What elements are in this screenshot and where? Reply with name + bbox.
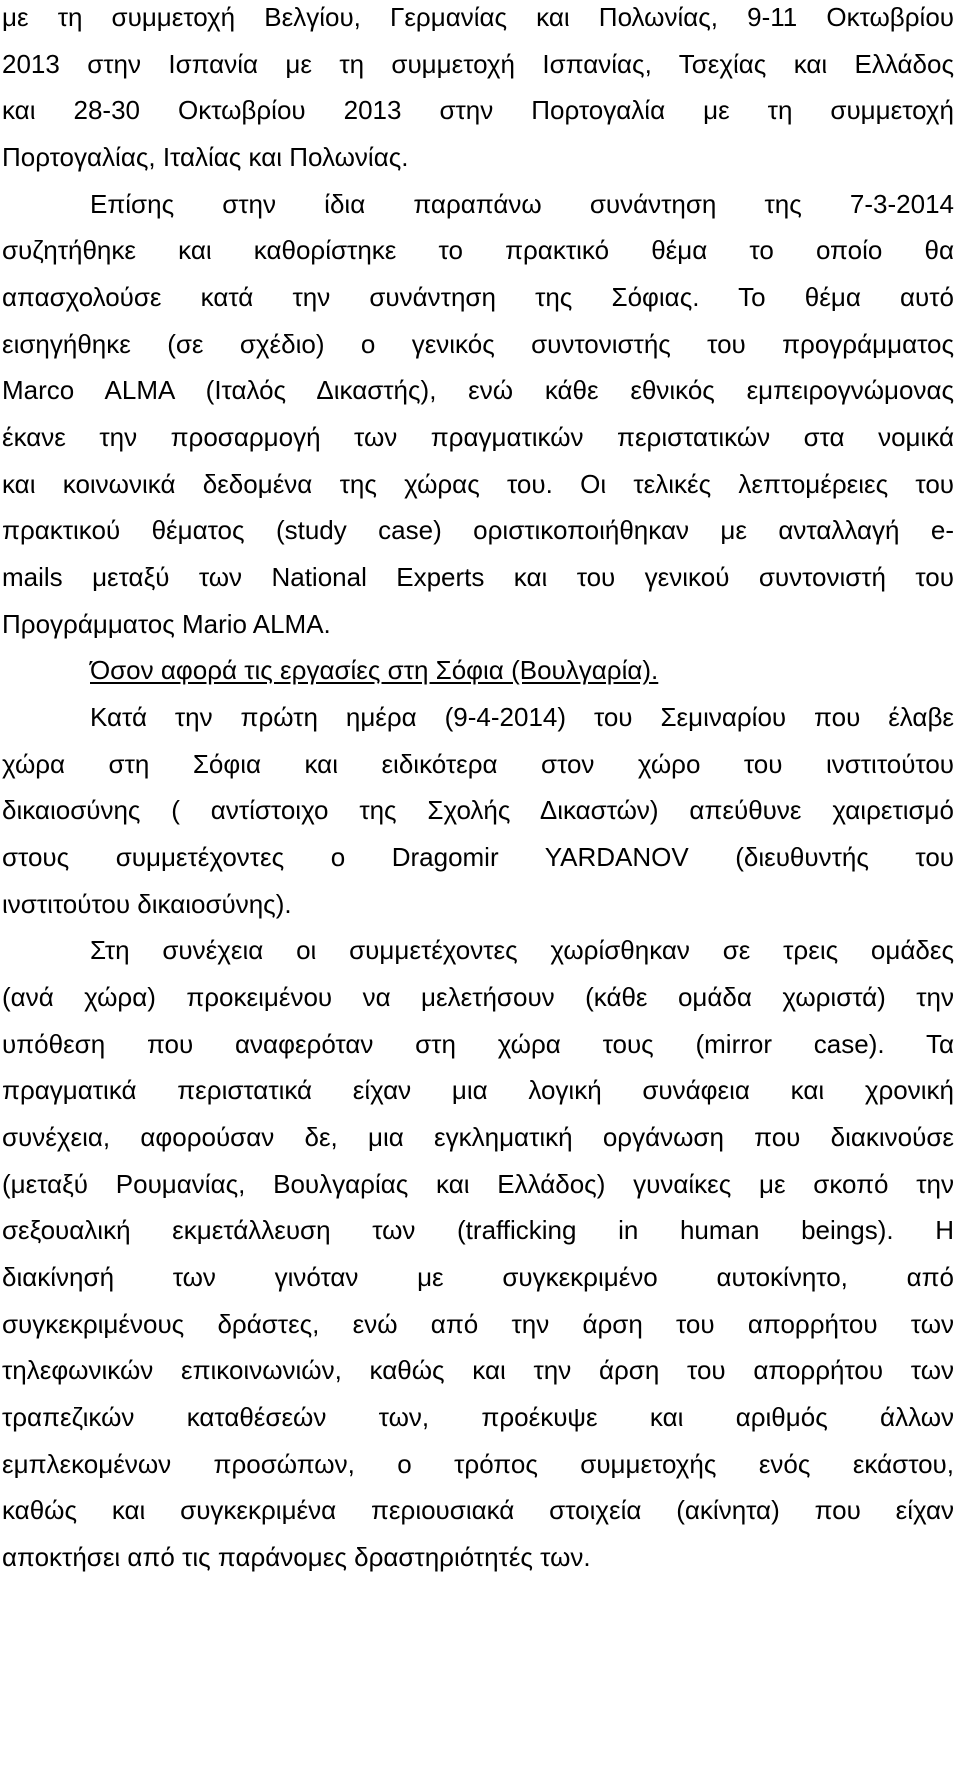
text-line-3: και 28-30 Οκτωβρίου 2013 στην Πορτογαλία με τη συμμετοχή	[2, 95, 954, 125]
text-line-8: εισηγήθηκε (σε σχέδιο) ο γενικός συντονιστής του προγράμματος	[2, 329, 954, 359]
text-line-10: έκανε την προσαρμογή των πραγματικών περιστατικών στα νομικά	[2, 422, 954, 452]
text-line-23: υπόθεση που αναφερόταν στη χώρα τους (mirror case). Τα	[2, 1029, 954, 1059]
text-line-24: πραγματικά περιστατικά είχαν μια λογική συνάφεια και χρονική	[2, 1075, 954, 1105]
text-line-5: Επίσης στην ίδια παραπάνω συνάντηση της 7-3-2014	[90, 189, 954, 219]
text-line-28: διακίνησή των γινόταν με συγκεκριμένο αυτοκίνητο, από	[2, 1262, 954, 1292]
text-line-16: Κατά την πρώτη ημέρα (9-4-2014) του Σεμιναρίου που έλαβε	[90, 702, 954, 732]
text-line-27: σεξουαλική εκμετάλλευση των (trafficking in human beings). Η	[2, 1215, 954, 1245]
text-line-13: mails μεταξύ των National Experts και του γενικού συντονιστή του	[2, 562, 954, 592]
text-line-34: αποκτήσει από τις παράνομες δραστηριότητές των.	[2, 1542, 591, 1572]
text-line-12: πρακτικού θέματος (study case) οριστικοποιήθηκαν με ανταλλαγή e-	[2, 515, 954, 545]
text-line-31: τραπεζικών καταθέσεών των, προέκυψε και αριθμός άλλων	[2, 1402, 954, 1432]
text-line-9: Marco ALMA (Ιταλός Δικαστής), ενώ κάθε εθνικός εμπειρογνώμονας	[2, 375, 954, 405]
text-line-7: απασχολούσε κατά την συνάντηση της Σόφιας. Το θέμα αυτό	[2, 282, 954, 312]
text-line-17: χώρα στη Σόφια και ειδικότερα στον χώρο του ινστιτούτου	[2, 749, 954, 779]
text-line-1: με τη συμμετοχή Βελγίου, Γερμανίας και Πολωνίας, 9-11 Οκτωβρίου	[2, 2, 954, 32]
section-heading-sofia: Όσον αφορά τις εργασίες στη Σόφια (Βουλγαρία).	[90, 655, 659, 685]
text-line-11: και κοινωνικά δεδομένα της χώρας του. Οι τελικές λεπτομέρειες του	[2, 469, 954, 499]
text-line-30: τηλεφωνικών επικοινωνιών, καθώς και την άρση του απορρήτου των	[2, 1355, 954, 1385]
text-line-32: εμπλεκομένων προσώπων, ο τρόπος συμμετοχής ενός εκάστου,	[2, 1449, 954, 1479]
text-line-2: 2013 στην Ισπανία με τη συμμετοχή Ισπανίας, Τσεχίας και Ελλάδος	[2, 49, 954, 79]
text-line-22: (ανά χώρα) προκειμένου να μελετήσουν (κάθε ομάδα χωριστά) την	[2, 982, 954, 1012]
text-line-18: δικαιοσύνης ( αντίστοιχο της Σχολής Δικαστών) απεύθυνε χαιρετισμό	[2, 795, 954, 825]
text-line-25: συνέχεια, αφορούσαν δε, μια εγκληματική οργάνωση που διακινούσε	[2, 1122, 954, 1152]
text-line-26: (μεταξύ Ρουμανίας, Βουλγαρίας και Ελλάδος) γυναίκες με σκοπό την	[2, 1169, 954, 1199]
text-line-20: ινστιτούτου δικαιοσύνης).	[2, 889, 292, 919]
text-line-14: Προγράμματος Mario ALMA.	[2, 609, 331, 639]
text-line-29: συγκεκριμένους δράστες, ενώ από την άρση του απορρήτου των	[2, 1309, 954, 1339]
text-line-19: στους συμμετέχοντες ο Dragomir YARDANOV (διευθυντής του	[2, 842, 954, 872]
text-line-6: συζητήθηκε και καθορίστηκε το πρακτικό θέμα το οποίο θα	[2, 235, 954, 265]
text-line-21: Στη συνέχεια οι συμμετέχοντες χωρίσθηκαν σε τρεις ομάδες	[90, 935, 954, 965]
text-line-4: Πορτογαλίας, Ιταλίας και Πολωνίας.	[2, 142, 409, 172]
text-line-33: καθώς και συγκεκριμένα περιουσιακά στοιχεία (ακίνητα) που είχαν	[2, 1495, 954, 1525]
